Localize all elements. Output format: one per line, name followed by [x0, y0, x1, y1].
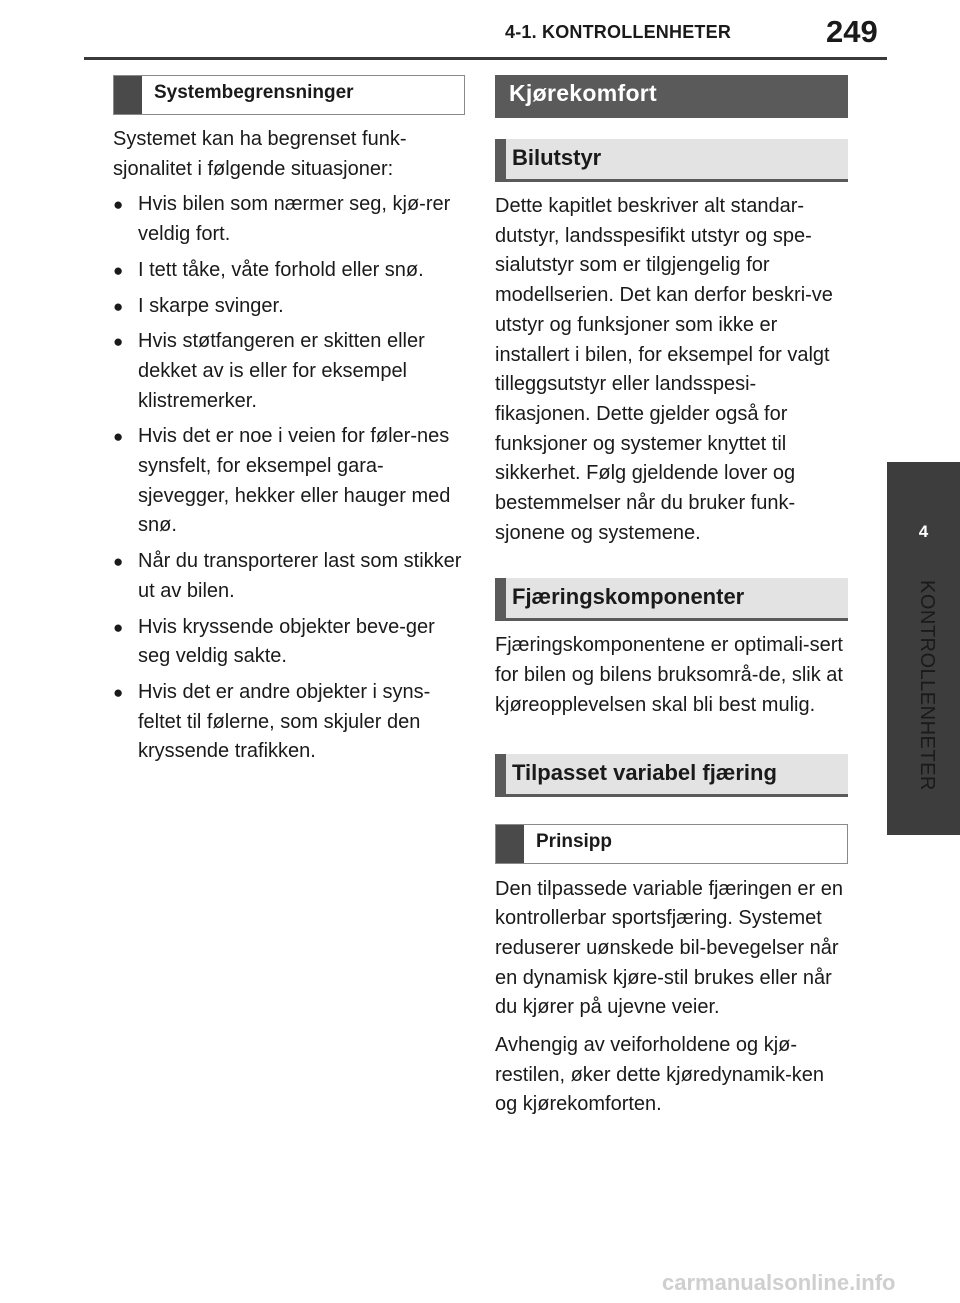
list-item: ● Hvis det er noe i veien for føler-nes synsfelt, for eksempel gara-sjevegger, hekker eller hauger med snø. — [113, 422, 465, 541]
chapter-heading-kjorekomfort: Kjørekomfort — [495, 75, 848, 118]
list-item: ● Når du transporterer last som stikker ut av bilen. — [113, 547, 465, 606]
subheading-text: Tilpasset variabel fjæring — [512, 759, 777, 785]
chapter-number: 4 — [918, 522, 929, 541]
subheading-text: Fjæringskomponenter — [512, 584, 745, 610]
left-column — [113, 75, 465, 773]
subheading-bilutstyr — [495, 139, 848, 182]
box-heading-bar — [114, 76, 142, 114]
list-item: ● I skarpe svinger. — [113, 292, 465, 322]
list-item: ● Hvis kryssende objekter beve-ger seg veldig sakte. — [113, 613, 465, 672]
box-heading-text: Systembegrensninger — [154, 82, 354, 103]
chapter-label: KONTROLLENHETER — [916, 580, 938, 791]
list-item: ● Hvis støtfangeren er skitten eller dekket av is eller for eksempel klistremerker. — [113, 327, 465, 416]
section-title: 4-1. KONTROLLENHETER — [505, 22, 732, 42]
subheading-text: Bilutstyr — [512, 145, 602, 170]
paragraph-fjaeringskomponenter: Fjæringskomponentene er optimali-sert for bilen og bilens bruksområ-de, slik at kjøreopplevelsen skal bli best mulig. — [495, 634, 843, 716]
watermark: carmanualsonline.info — [662, 1270, 896, 1295]
box-heading-prinsipp — [495, 824, 848, 864]
page-number: 249 — [826, 14, 878, 49]
list-item: ● Hvis det er andre objekter i syns-feltet til følerne, som skjuler den kryssende trafikken. — [113, 678, 465, 767]
paragraph-bilutstyr: Dette kapitlet beskriver alt standar-dutstyr, landsspesifikt utstyr og spe-sialutstyr som er tilgjengelig for modellserien. Det kan derfor beskri-ve utstyr og funksjoner som ikke er installert i bilen, for eksempel for valgt tilleggsutstyr eller landsspesi-fikasjonen. Dette gjelder også for funksjoner og systemer knyttet til sikkerhet. Følg gjeldende lover og bestemmelser når du bruker funk-sjonene og systemene. — [495, 195, 833, 544]
paragraph-prinsipp-2: Avhengig av veiforholdene og kjø-restilen, øker dette kjøredynamik-ken og kjørekomforten. — [495, 1034, 825, 1116]
subheading-tilpasset-variabel-fjaering — [495, 754, 848, 797]
right-column — [495, 75, 848, 1120]
subheading-bar — [495, 754, 506, 794]
subheading-fjaeringskomponenter — [495, 578, 848, 621]
limitations-intro: Systemet kan ha begrenset funk-sjonalitet i følgende situasjoner: — [113, 128, 407, 180]
header-divider — [84, 57, 887, 60]
box-heading-text: Prinsipp — [536, 830, 613, 852]
subheading-bar — [495, 139, 506, 179]
box-heading-systembegrensninger — [113, 75, 465, 115]
paragraph-prinsipp-1: Den tilpassede variable fjæringen er en kontrollerbar sportsfjæring. Systemet reduserer uønskede bil-bevegelser når en dynamisk kjøre-stil brukes eller når du kjører på ujevne veier. — [495, 877, 843, 1019]
box-heading-bar — [496, 825, 524, 863]
list-item: ● Hvis bilen som nærmer seg, kjø-rer veldig fort. — [113, 190, 465, 249]
limitations-list — [113, 190, 465, 767]
list-item: ● I tett tåke, våte forhold eller snø. — [113, 256, 465, 286]
subheading-bar — [495, 578, 506, 618]
